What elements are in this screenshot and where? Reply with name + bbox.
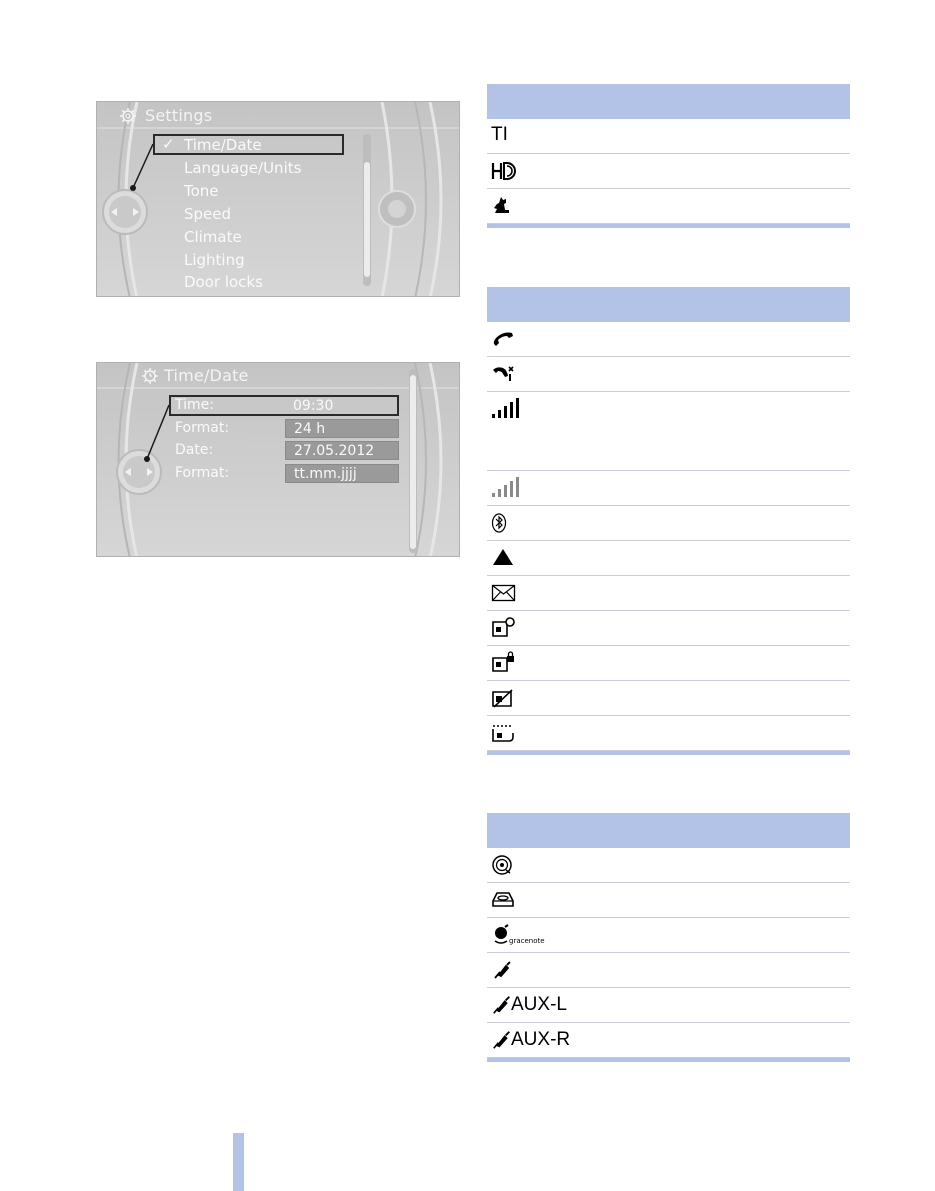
table-row — [487, 322, 850, 357]
table-footer — [487, 224, 850, 228]
table-row — [487, 988, 850, 1023]
aux-plug-icon — [491, 994, 513, 1016]
menu-item-language-units[interactable]: Language/Units — [184, 159, 302, 177]
table-row — [487, 189, 850, 224]
sim-card-check-icon — [491, 616, 517, 640]
aux-r-label: AUX-R — [511, 1029, 571, 1050]
signal-strength-weak-icon — [491, 476, 519, 498]
table-row — [487, 357, 850, 392]
table-footer — [487, 1058, 850, 1062]
aux-plug-icon — [491, 1029, 513, 1051]
table-row — [487, 883, 850, 918]
gracenote-logo-text: gracenote — [509, 937, 545, 945]
time-field[interactable]: 09:30 — [293, 398, 334, 414]
traffic-info-symbol: TI — [491, 124, 508, 145]
time-format-field[interactable]: 24 h — [285, 419, 399, 438]
entertainment-symbols-table — [487, 813, 850, 1062]
menu-item-lighting[interactable]: Lighting — [184, 251, 245, 269]
table-row — [487, 848, 850, 883]
time-format-label: Format: — [175, 420, 230, 436]
menu-item-tone[interactable]: Tone — [184, 182, 219, 200]
time-label: Time: — [175, 397, 214, 413]
menu-item-door-locks[interactable]: Door locks — [184, 273, 263, 291]
table-header — [487, 287, 850, 322]
gear-icon — [119, 107, 137, 125]
aux-l-label: AUX-L — [511, 994, 567, 1015]
sim-card-missing-icon — [491, 721, 517, 745]
settings-screen — [96, 101, 460, 297]
radio-symbols-table — [487, 84, 850, 228]
menu-item-climate[interactable]: Climate — [184, 228, 242, 246]
table-row — [487, 716, 850, 751]
missed-call-icon — [491, 362, 517, 386]
phone-handset-icon — [491, 327, 517, 351]
hard-drive-icon — [491, 888, 515, 912]
sim-card-locked-icon — [491, 651, 517, 675]
envelope-icon — [491, 581, 517, 605]
screen-title: Time/Date — [164, 366, 249, 385]
menu-item-time-date[interactable]: Time/Date — [184, 136, 262, 154]
signal-strength-icon — [491, 397, 519, 419]
table-header — [487, 813, 850, 848]
table-row — [487, 154, 850, 189]
table-row — [487, 918, 850, 953]
hd-radio-icon — [491, 159, 517, 183]
gracenote-logo — [491, 923, 551, 947]
screen-background-graphic — [97, 102, 460, 297]
aux-plug-icon — [491, 958, 515, 982]
date-label: Date: — [175, 442, 214, 458]
time-date-settings-icon — [141, 367, 159, 385]
table-row — [487, 1023, 850, 1058]
menu-item-speed[interactable]: Speed — [184, 205, 232, 223]
table-row — [487, 506, 850, 541]
time-date-screen — [96, 362, 460, 557]
telephone-symbols-table — [487, 287, 850, 755]
bluetooth-icon — [491, 511, 515, 535]
sim-card-disabled-icon — [491, 686, 517, 710]
screen-background-graphic — [97, 363, 460, 557]
table-row — [487, 953, 850, 988]
table-row — [487, 471, 850, 506]
table-row — [487, 541, 850, 576]
table-row — [487, 681, 850, 716]
table-row — [487, 646, 850, 681]
date-format-field[interactable]: tt.mm.jjjj — [285, 464, 399, 483]
roaming-triangle-icon — [491, 546, 515, 570]
dog-icon — [491, 194, 515, 218]
table-header — [487, 84, 850, 119]
date-field[interactable]: 27.05.2012 — [285, 441, 399, 460]
table-row — [487, 392, 850, 471]
table-row — [487, 611, 850, 646]
screen-title: Settings — [145, 106, 213, 125]
check-icon: ✓ — [162, 135, 175, 153]
table-row — [487, 576, 850, 611]
date-format-label: Format: — [175, 465, 230, 481]
table-row — [487, 119, 850, 154]
page-margin-marker — [233, 1133, 244, 1191]
cd-icon — [491, 853, 515, 877]
table-footer — [487, 751, 850, 755]
